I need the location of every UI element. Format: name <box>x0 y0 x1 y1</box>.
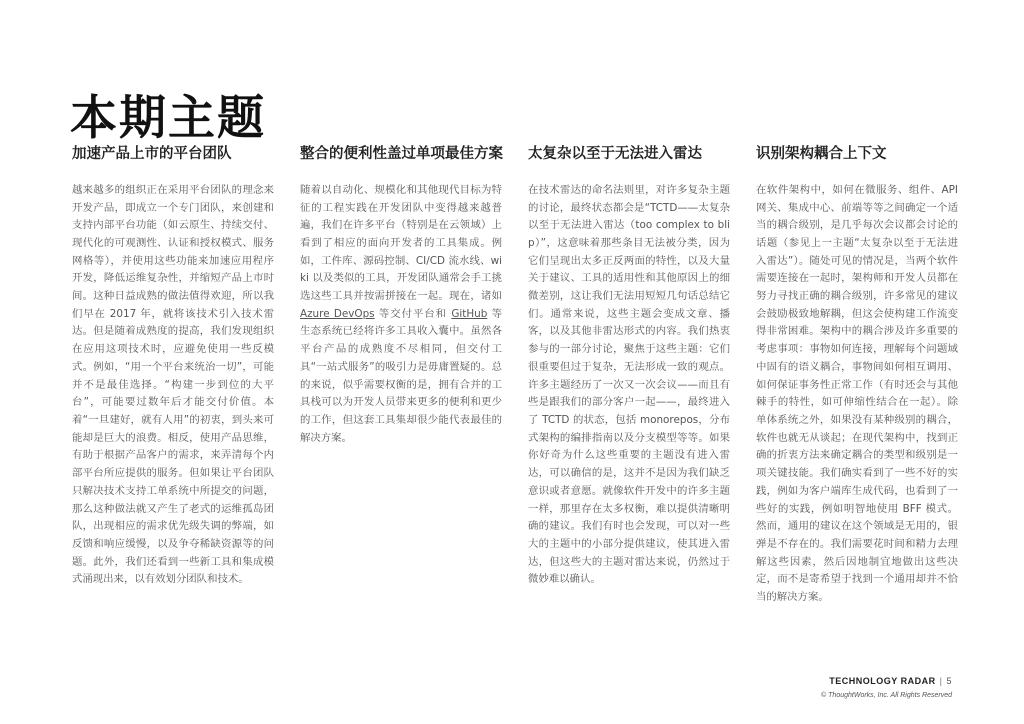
theme-body-text: 等交付平台和 <box>374 307 452 320</box>
theme-body-text: 等生态系统已经将许多工具收入囊中。虽然各平台产品的成熟度不尽相同，但交付工具“一站式服务”的吸引力是毋庸置疑的。总的来说，似乎需要权衡的是，拥有合并的工具栈可以为开发人员带来更多的便利和更少的工作，但这套工具集却很少能代表最佳的解决方案。 <box>300 307 502 444</box>
footer-separator: | <box>939 676 943 686</box>
theme-body <box>300 182 502 448</box>
theme-heading: 识别架构耦合上下文 <box>756 146 887 162</box>
theme-column-consolidated-convenience <box>300 145 502 447</box>
copyright-notice: © ThoughtWorks, Inc. All Rights Reserved <box>821 692 952 699</box>
theme-body: 越来越多的组织正在采用平台团队的理念来开发产品，即成立一个专门团队，来创建和支持内部平台功能（如云原生、持续交付、现代化的可观测性、认证和授权模式、服务网格等），并使用这些功能来加速应用程序开发，降低运维复杂性，并缩短产品上市时间。这种日益成熟的做法值得欢迎，所以我们早在 2017 年，就将该技术引入技术雷达。但是随着成熟度的提高，我们发现组织在应用这项技术时，应避免使用一些反模式。例如，“用一个平台来统治一切”，可能并不是最佳选择。“构建一步到位的大平台”，可能要过数年后才能交付价值。本着“一旦建好，就有人用”的初衷，到头来可能却是巨大的浪费。相反，使用产品思维，有助于根据产品客户的需求，来弄清每个内部平台所应提供的服务。但如果让平台团队只解决技术支持工单系统中所提交的问题，那么这种做法就又产生了老式的运维孤岛团队，出现相应的需求优先级失调的弊端，如反馈和响应缓慢，以及争夺稀缺资源等的问题。此外，我们还看到一些新工具和集成模式涌现出来，以有效划分团队和技术。 <box>72 183 274 586</box>
theme-body: 在技术雷达的命名法则里，对许多复杂主题的讨论，最终状态都会是“TCTD——太复杂以至于无法进入雷达（too complex to blip）”，这意味着那些条目无法被分类，因为它们呈现出太多正反两面的特性，以及大量关于建议、工具的适用性和其他原因上的细微差别，这让我们无法用短短几句话总结它们。通常来说，这些主题会变成文章、播客，以及其他非雷达形式的内容。我们热衷参与的一部分讨论，聚焦于这些主题：它们很重要但过于复杂，无法形成一致的观点。许多主题经历了一次又一次会议——而且有些是跟我们的部分客户一起——，最终进入了 TCTD 的状态，包括 monorepos，分布式架构的编排指南以及分支模型等等。如果你好奇为什么这些重要的主题没有进入雷达，可以确信的是，这并不是因为我们缺乏意识或者意愿。就像软件开发中的许多主题一样，那里存在太多权衡，难以提供清晰明确的建议。我们有时也会发现，可以对一些大的主题中的小部分提供建议，使其进入雷达，但这些大的主题对雷达来说，仍然过于微妙难以确认。 <box>528 183 730 586</box>
theme-body: 在软件架构中，如何在微服务、组件、API 网关、集成中心、前端等等之间确定一个适当的耦合级别，是几乎每次会议都会讨论的话题（参见上一主题“太复杂以至于无法进入雷达”）。随处可见的情况是，当两个软件需要连接在一起时，架构师和开发人员都在努力寻找正确的耦合级别，许多常见的建议会鼓励极致地解耦，但这会使构建工作流变得非常困难。架构中的耦合涉及许多重要的考虑事项：事物如何连接，理解每个问题域中固有的语义耦合，事物间如何相互调用、如何保证事务性正常工作（有时还会与其他棘手的特性，如可伸缩性结合在一起）。除单体系统之外，如果没有某种级别的耦合，软件也就无从谈起；在现代架构中，找到正确的折衷方法来确定耦合的类型和级别是一项关键技能。我们确实看到了一些不好的实践，例如为客户端库生成代码，也看到了一些好的实践，例如明智地使用 BFF 模式。然而，通用的建议在这个领域是无用的，银弹是不存在的。我们需要花时间和精力去理解这些因素，然后因地制宜地做出这些决定，而不是寄希望于找到一个通用却并不恰当的解决方案。 <box>756 183 958 604</box>
github-link[interactable]: GitHub <box>451 307 488 320</box>
theme-column-too-complex-to-blip <box>528 145 730 589</box>
theme-column-platform-teams <box>72 145 274 589</box>
footer-brand <box>829 676 952 686</box>
page-title: 本期主题 <box>70 91 266 147</box>
theme-column-architectural-coupling <box>756 145 958 607</box>
theme-body-text: 随着以自动化、规模化和其他现代目标为特征的工程实践在开发团队中变得越来越普遍，我们在许多平台（特别是在云领域）上看到了相应的面向开发者的工具集成。例如，工件库、源码控制、CI/CD 流水线、wiki 以及类似的工具，开发团队通常会手工挑选这些工具并按需拼接在一起。现在，诸如 <box>300 183 502 303</box>
brand-name: TECHNOLOGY RADAR <box>829 676 936 686</box>
azure-devops-link[interactable]: Azure DevOps <box>300 307 375 320</box>
theme-heading: 加速产品上市的平台团队 <box>72 146 232 162</box>
theme-heading: 整合的便利性盖过单项最佳方案 <box>300 146 503 162</box>
page-number: 5 <box>946 676 952 686</box>
theme-heading: 太复杂以至于无法进入雷达 <box>528 146 702 162</box>
